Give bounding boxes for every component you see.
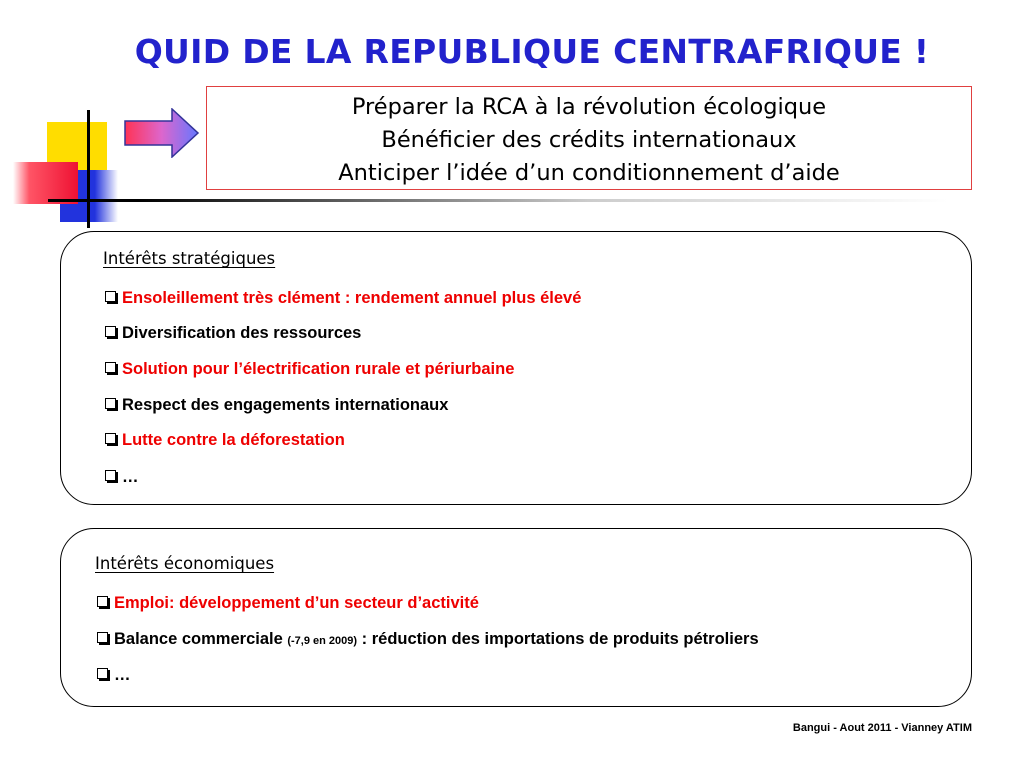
list-item-text: Ensoleillement très clément : rendement annuel plus élevé: [122, 289, 582, 307]
list-item-text: …: [114, 666, 131, 684]
economic-interests-panel: [60, 528, 972, 707]
horizontal-divider: [48, 199, 948, 202]
list-item: [105, 468, 139, 487]
objective-line: Bénéficier des crédits internationaux: [381, 127, 797, 153]
list-item: [105, 431, 345, 450]
list-item-text: Lutte contre la déforestation: [122, 431, 345, 449]
list-item: [97, 630, 759, 649]
economic-interests-title: Intérêts économiques: [95, 554, 275, 573]
strategic-interests-panel: [60, 231, 972, 505]
list-item: [97, 666, 131, 685]
checkbox-bullet-icon: [97, 668, 108, 679]
list-item-text: Emploi: développement d’un secteur d’activité: [114, 594, 479, 612]
checkbox-bullet-icon: [105, 433, 116, 444]
arrow-right-icon: [124, 108, 200, 158]
checkbox-bullet-icon: [97, 632, 108, 643]
list-item-text: Solution pour l’électrification rurale et périurbaine: [122, 360, 515, 378]
list-item: [105, 396, 448, 415]
footer-credit: Bangui - Aout 2011 - Vianney ATIM: [792, 722, 972, 734]
vertical-line: [87, 110, 90, 228]
list-item-text: Respect des engagements internationaux: [122, 396, 449, 414]
list-item: [105, 289, 581, 308]
strategic-interests-title: Intérêts stratégiques: [103, 249, 276, 268]
objective-line: Anticiper l’idée d’un conditionnement d’aide: [338, 160, 840, 186]
objective-line: Préparer la RCA à la révolution écologique: [351, 94, 827, 120]
red-square: [13, 162, 78, 204]
list-item: [105, 324, 361, 343]
objectives-box: [206, 86, 972, 190]
list-item-text: Diversification des ressources: [122, 324, 362, 342]
list-item-text: …: [122, 468, 139, 486]
checkbox-bullet-icon: [105, 470, 116, 481]
list-item-note: (-7,9 en 2009): [287, 635, 358, 647]
checkbox-bullet-icon: [105, 398, 116, 409]
page-title: QUID DE LA REPUBLIQUE CENTRAFRIQUE !: [134, 32, 930, 71]
checkbox-bullet-icon: [97, 596, 108, 607]
checkbox-bullet-icon: [105, 362, 116, 373]
checkbox-bullet-icon: [105, 291, 116, 302]
list-item-text: : réduction des importations de produits pétroliers: [361, 630, 759, 648]
list-item: [97, 594, 479, 613]
list-item: [105, 360, 514, 379]
checkbox-bullet-icon: [105, 326, 116, 337]
list-item-text: Balance commerciale: [114, 630, 283, 648]
